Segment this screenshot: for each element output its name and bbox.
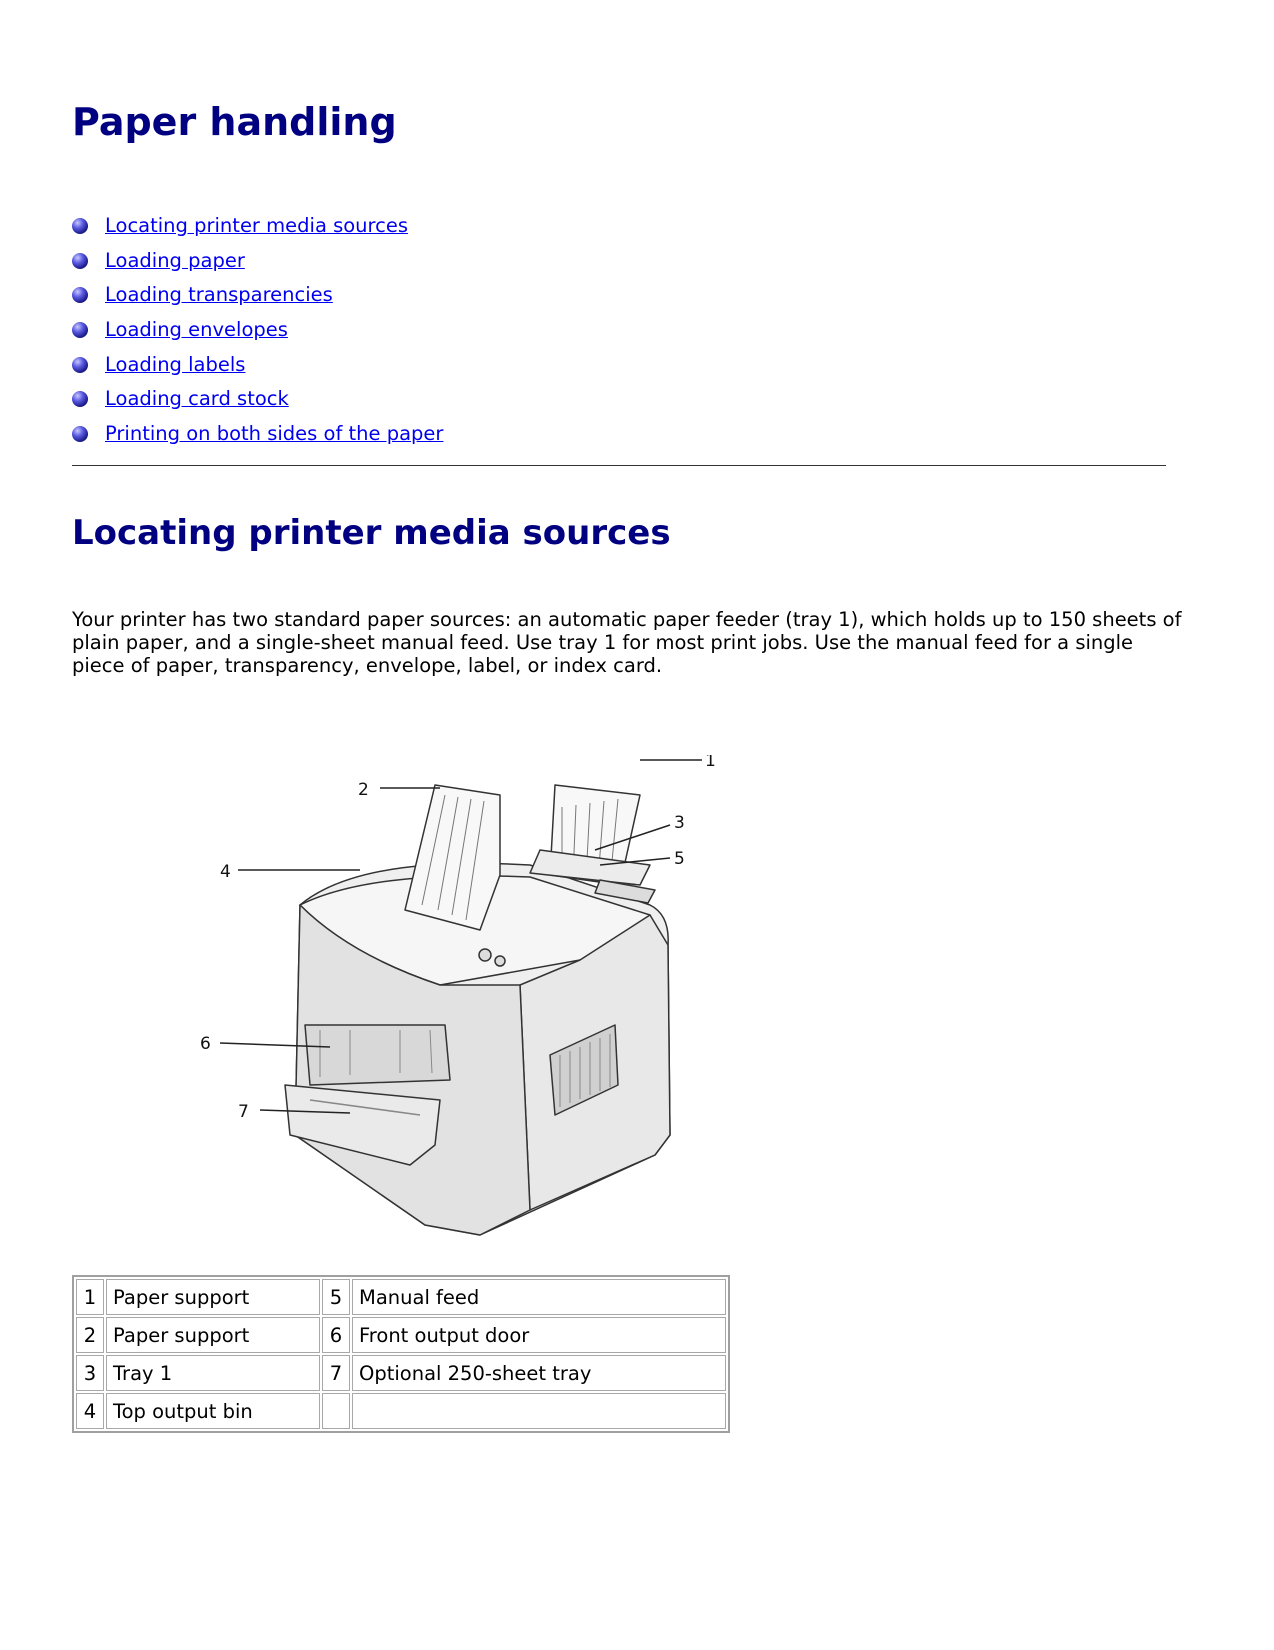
printer-illustration [200,755,760,1245]
legend-number [322,1393,350,1429]
toc-link-duplex-printing[interactable]: Printing on both sides of the paper [105,422,444,446]
toc-link-loading-transparencies[interactable]: Loading transparencies [105,283,333,307]
front-output-door [305,1025,450,1085]
legend-number: 1 [76,1279,104,1315]
printer-diagram [200,755,760,1245]
table-row [76,1355,726,1391]
legend-number: 4 [76,1393,104,1429]
toc-item [72,353,443,388]
table-of-contents [72,214,443,457]
callout-7: 7 [238,1102,249,1122]
bullet-icon [72,218,88,234]
toc-link-loading-labels[interactable]: Loading labels [105,352,246,376]
legend-label: Manual feed [352,1279,726,1315]
legend-label: Top output bin [106,1393,320,1429]
bullet-icon [72,426,88,442]
legend-label [352,1393,726,1429]
toc-item [72,283,443,318]
toc-item [72,387,443,422]
callout-4: 4 [220,862,231,882]
page-title: Paper handling [72,100,397,144]
legend-label: Front output door [352,1317,726,1353]
legend-label: Optional 250-sheet tray [352,1355,726,1391]
callout-5: 5 [674,849,685,869]
front-paper-support [405,785,500,930]
bullet-icon [72,253,88,269]
toc-link-loading-card-stock[interactable]: Loading card stock [105,387,289,411]
legend-number: 3 [76,1355,104,1391]
table-row [76,1317,726,1353]
legend-number: 6 [322,1317,350,1353]
toc-link-loading-envelopes[interactable]: Loading envelopes [105,318,288,342]
toc-item [72,214,443,249]
table-row [76,1393,726,1429]
toc-item [72,318,443,353]
toc-link-locating-media-sources[interactable]: Locating printer media sources [105,214,409,237]
legend-table [72,1275,730,1433]
toc-item [72,249,443,284]
legend-number: 5 [322,1279,350,1315]
callout-3: 3 [674,813,685,833]
legend-label: Paper support [106,1317,320,1353]
callout-2: 2 [358,780,369,800]
callout-6: 6 [200,1034,211,1054]
toc-item [72,422,443,457]
section-divider [72,465,1166,466]
optional-tray [285,1085,440,1165]
callout-1: 1 [705,755,716,771]
table-row [76,1279,726,1315]
bullet-icon [72,287,88,303]
section-title: Locating printer media sources [72,513,671,553]
legend-label: Tray 1 [106,1355,320,1391]
bullet-icon [72,391,88,407]
legend-label: Paper support [106,1279,320,1315]
bullet-icon [72,322,88,338]
legend-number: 2 [76,1317,104,1353]
toc-link-loading-paper[interactable]: Loading paper [105,248,245,272]
intro-paragraph: Your printer has two standard paper sources: an automatic paper feeder (tray 1), which holds up to 150 sheets of plain paper, and a single-sheet manual feed. Use tray 1 for most print jobs. Use the manual feed for a single piece of paper, transparency, envelope, label, or index card. [72,608,1182,677]
legend-number: 7 [322,1355,350,1391]
bullet-icon [72,357,88,373]
